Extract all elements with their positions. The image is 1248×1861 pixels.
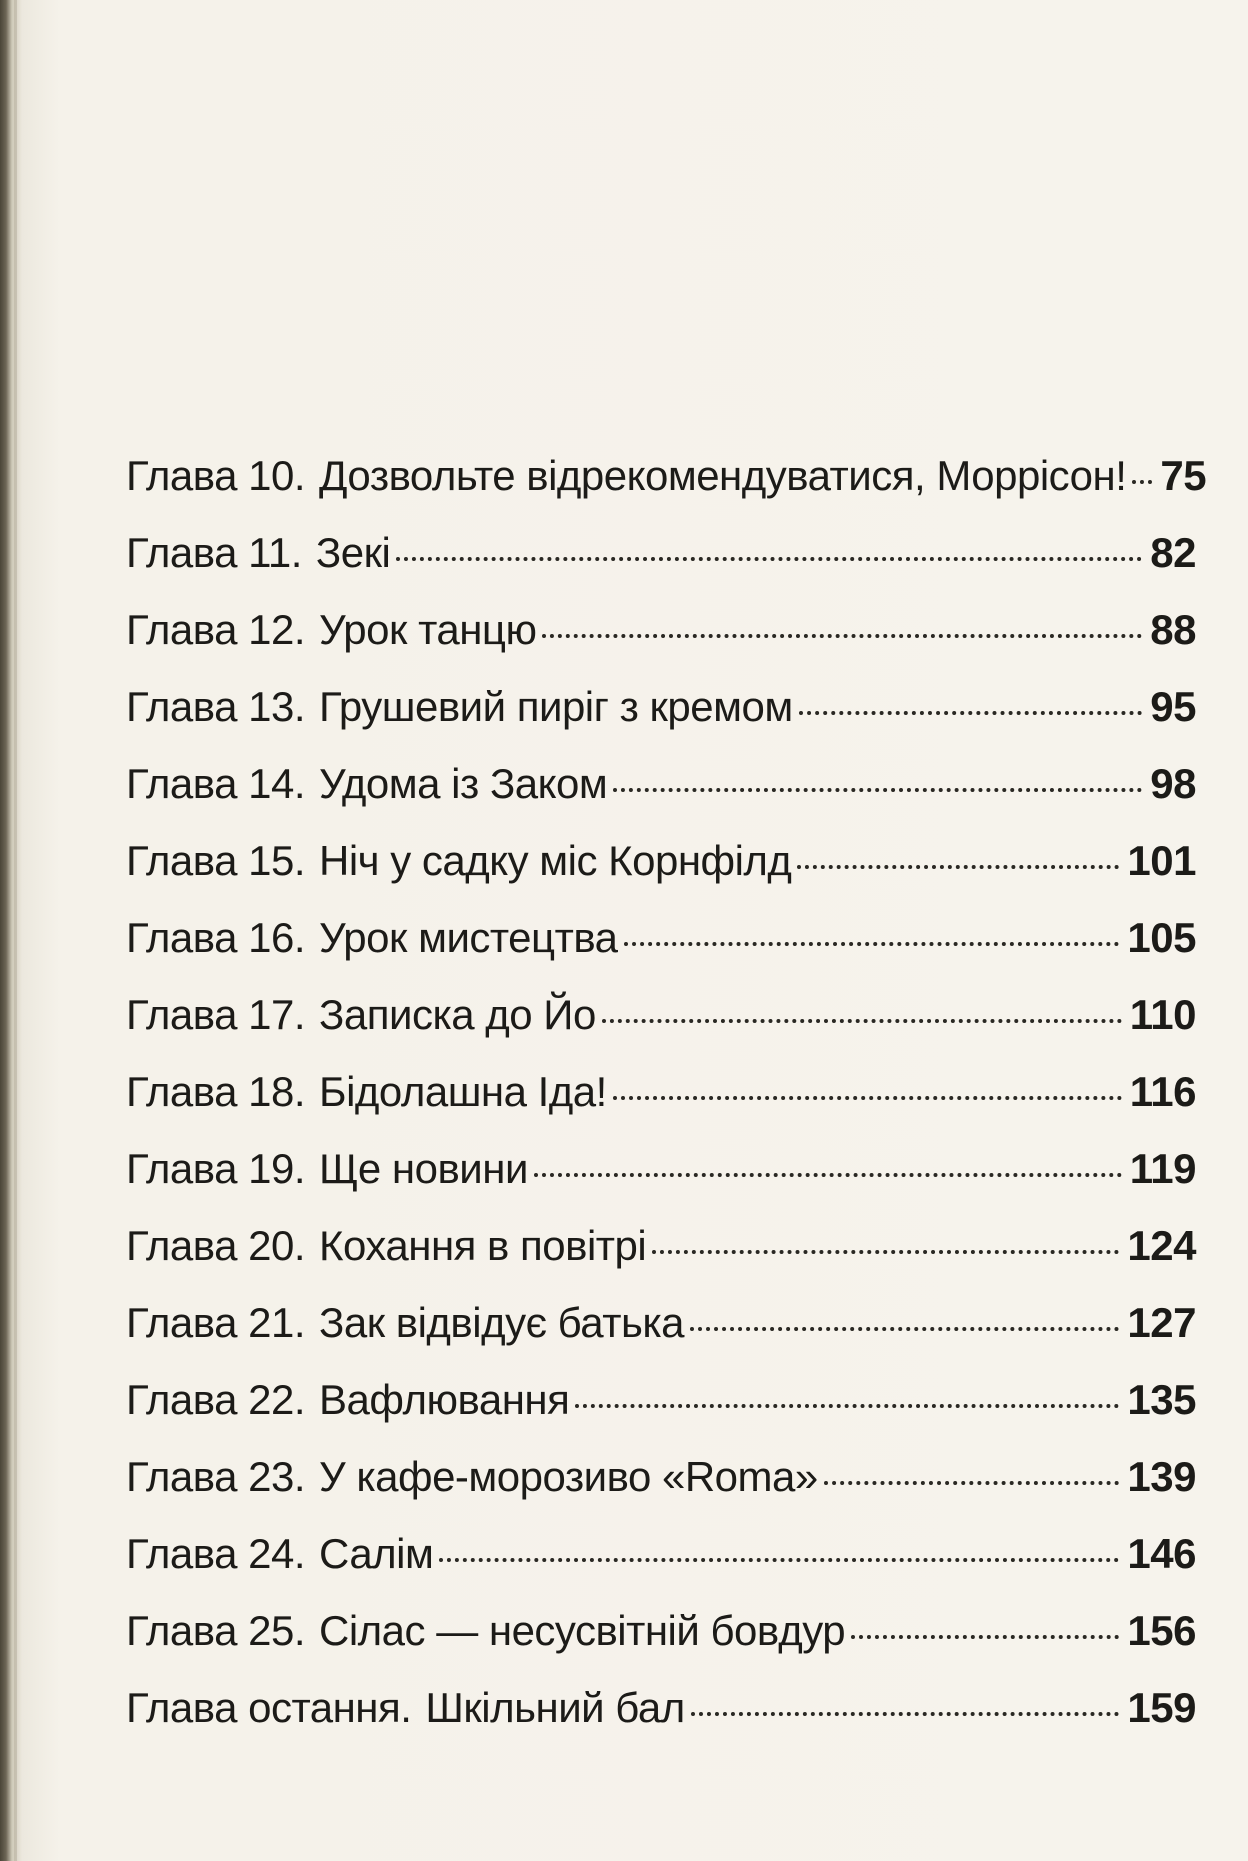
chapter-label: Глава 12. xyxy=(126,606,306,653)
chapter-label: Глава 14. xyxy=(126,760,306,807)
chapter-title: Шкільний бал xyxy=(425,1684,685,1731)
toc-entry xyxy=(126,1068,1196,1145)
chapter-title: Урок мистецтва xyxy=(319,914,618,961)
chapter-label: Глава 24. xyxy=(126,1530,306,1577)
page-number: 135 xyxy=(1127,1376,1196,1423)
chapter-label: Глава 10. xyxy=(126,452,306,499)
toc-entry xyxy=(126,991,1196,1068)
chapter-label: Глава 13. xyxy=(126,683,306,730)
dot-leader xyxy=(613,1095,1122,1100)
chapter-title: Зак відвідує батька xyxy=(319,1299,684,1346)
page-number: 82 xyxy=(1150,529,1196,576)
page-number: 116 xyxy=(1129,1068,1196,1115)
page-number: 98 xyxy=(1150,760,1196,807)
toc-entry xyxy=(126,1299,1196,1376)
dot-leader xyxy=(851,1634,1119,1639)
toc-entry xyxy=(126,1684,1196,1761)
chapter-title: У кафе-морозиво «Roma» xyxy=(319,1453,818,1500)
dot-leader xyxy=(534,1172,1122,1177)
chapter-title: Урок танцю xyxy=(319,606,537,653)
page-number: 159 xyxy=(1127,1684,1196,1731)
chapter-label: Глава остання. xyxy=(126,1684,412,1731)
chapter-title: Грушевий пиріг з кремом xyxy=(319,683,793,730)
page-number: 127 xyxy=(1127,1299,1196,1346)
chapter-label: Глава 20. xyxy=(126,1222,306,1269)
chapter-title: Дозвольте відрекомендуватися, Моррісон! xyxy=(319,452,1127,499)
dot-leader xyxy=(624,941,1120,946)
chapter-label: Глава 25. xyxy=(126,1607,306,1654)
chapter-label: Глава 23. xyxy=(126,1453,306,1500)
dot-leader xyxy=(652,1249,1119,1254)
chapter-title: Салім xyxy=(319,1530,434,1577)
dot-leader xyxy=(690,1326,1119,1331)
page-number: 124 xyxy=(1127,1222,1196,1269)
chapter-label: Глава 15. xyxy=(126,837,306,884)
dot-leader xyxy=(797,864,1119,869)
page-number: 88 xyxy=(1150,606,1196,653)
dot-leader xyxy=(1132,479,1152,484)
toc-entry xyxy=(126,1530,1196,1607)
toc-entry xyxy=(126,683,1196,760)
dot-leader xyxy=(824,1480,1120,1485)
toc-entry xyxy=(126,452,1207,529)
page-number: 75 xyxy=(1160,452,1207,499)
chapter-label: Глава 18. xyxy=(126,1068,306,1115)
page-number: 101 xyxy=(1127,837,1196,884)
dot-leader xyxy=(542,633,1142,638)
page-number: 110 xyxy=(1129,991,1196,1038)
chapter-label: Глава 17. xyxy=(126,991,306,1038)
dot-leader xyxy=(613,787,1142,792)
toc-entry xyxy=(126,760,1196,837)
table-of-contents xyxy=(126,452,1207,1761)
chapter-title: Бідолашна Іда! xyxy=(319,1068,607,1115)
chapter-label: Глава 22. xyxy=(126,1376,306,1423)
chapter-label: Глава 21. xyxy=(126,1299,306,1346)
chapter-title: Удома із Заком xyxy=(319,760,608,807)
toc-entry xyxy=(126,1222,1196,1299)
page-number: 95 xyxy=(1150,683,1196,730)
dot-leader xyxy=(602,1018,1122,1023)
chapter-label: Глава 19. xyxy=(126,1145,306,1192)
toc-entry xyxy=(126,529,1196,606)
page-number: 156 xyxy=(1127,1607,1196,1654)
chapter-title: Вафлювання xyxy=(319,1376,570,1423)
chapter-title: Зекі xyxy=(315,529,391,576)
chapter-label: Глава 11. xyxy=(126,529,302,576)
dot-leader xyxy=(691,1711,1120,1716)
toc-entry xyxy=(126,606,1196,683)
toc-entry xyxy=(126,1453,1196,1530)
toc-entry xyxy=(126,914,1196,991)
toc-entry xyxy=(126,837,1196,914)
chapter-title: Записка до Йо xyxy=(319,991,596,1038)
page-edge xyxy=(14,0,17,1861)
dot-leader xyxy=(439,1557,1119,1562)
chapter-label: Глава 16. xyxy=(126,914,306,961)
toc-entry xyxy=(126,1376,1196,1453)
page-number: 105 xyxy=(1127,914,1196,961)
dot-leader xyxy=(799,710,1143,715)
chapter-title: Сілас — несусвітній бовдур xyxy=(319,1607,846,1654)
toc-entry xyxy=(126,1607,1196,1684)
chapter-title: Кохання в повітрі xyxy=(319,1222,647,1269)
dot-leader xyxy=(396,556,1142,561)
toc-entry xyxy=(126,1145,1196,1222)
page-number: 139 xyxy=(1127,1453,1196,1500)
chapter-title: Ніч у садку міс Корнфілд xyxy=(319,837,792,884)
chapter-title: Ще новини xyxy=(319,1145,528,1192)
page-number: 146 xyxy=(1127,1530,1196,1577)
page-number: 119 xyxy=(1129,1145,1196,1192)
dot-leader xyxy=(575,1403,1119,1408)
